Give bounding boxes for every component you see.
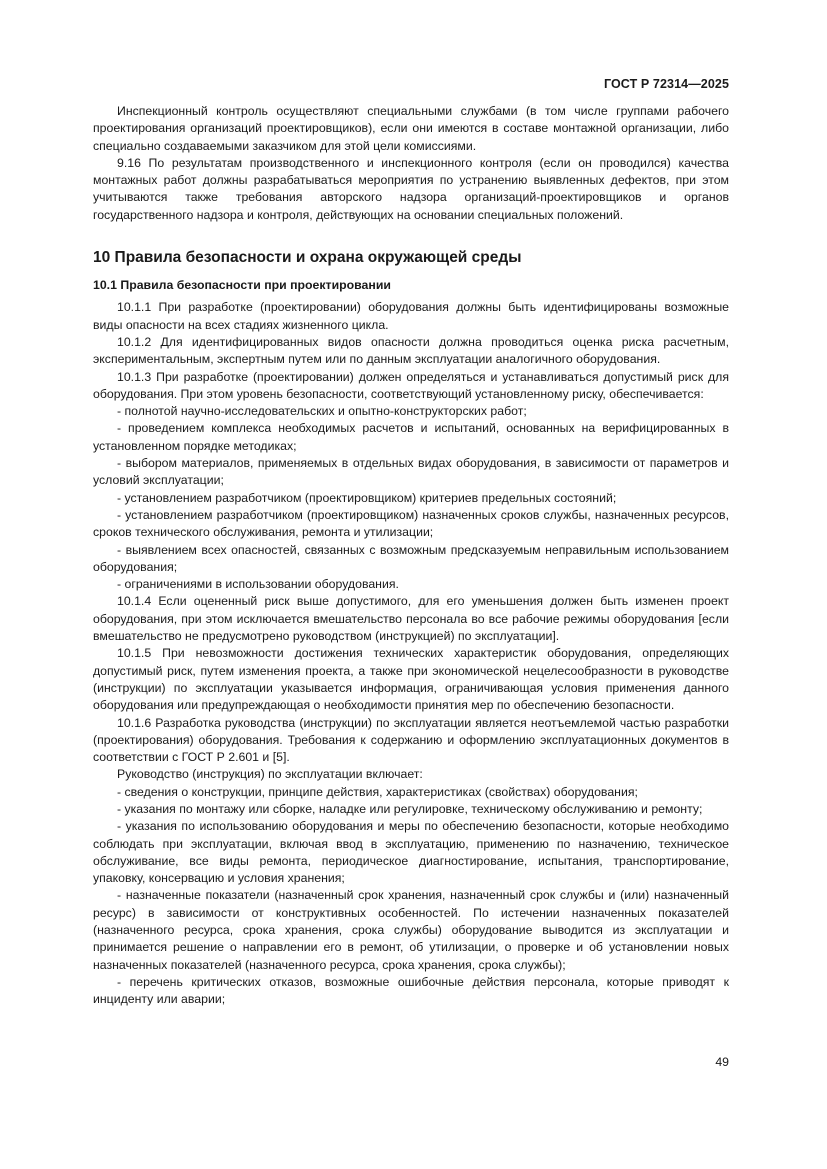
list-item: - перечень критических отказов, возможные ошибочные действия персонала, которые приводят к инциденту или аварии; [93,974,729,1007]
list-item: - полнотой научно-исследовательских и опытно-конструкторских работ; [117,404,527,419]
paragraph-10-1-3: 10.1.3 При разработке (проектировании) должен определяться и устанавливаться допустимый риск для оборудования. При этом уровень безопасности, соответствующий установленному риску, обеспечивается: [93,369,729,401]
paragraph-10-1-1: 10.1.1 При разработке (проектировании) оборудования должны быть идентифицированы возможные виды опасности на всех стадиях жизненного цикла. [93,300,729,332]
page-number: 49 [715,1055,729,1069]
list-item: - выбором материалов, применяемых в отдельных видах оборудования, в зависимости от параметров и условий эксплуатации; [93,456,729,488]
document-id-header: ГОСТ Р 72314—2025 [603,77,729,91]
document-body [93,103,729,1009]
subsection-title: 10.1 Правила безопасности при проектировании [93,278,391,293]
list-item: - установлением разработчиком (проектировщиком) назначенных сроков службы, назначенных ресурсов, сроков технического обслуживания, ремонта и утилизации; [93,507,729,540]
paragraph-10-1-6: 10.1.6 Разработка руководства (инструкции) по эксплуатации является неотъемлемой частью разработки (проектирования) оборудования. Требования к содержанию и оформлению эксплуатационных документов в соответствии с ГОСТ Р 2.601 и [5]. [93,715,729,765]
list-item: - установлением разработчиком (проектировщиком) критериев предельных состояний; [117,490,617,505]
list-item: - сведения о конструкции, принципе действия, характеристиках (свойствах) оборудования; [117,784,638,799]
paragraph-10-1-4: 10.1.4 Если оцененный риск выше допустимого, для его уменьшения должен быть изменен проект оборудования, при этом исключается вмешательство персонала во все рабочие режимы оборудования [если вмешательство не предусмотрено руководством (инструкцией) по эксплуатации]. [93,594,729,644]
paragraph-manual-includes: Руководство (инструкция) по эксплуатации включает: [117,767,423,782]
paragraph-10-1-5: 10.1.5 При невозможности достижения технических характеристик оборудования, определяющих допустимый риск, путем изменения проекта, а также при экономической нецелесообразности в руководстве (инструкции) по эксплуатации указывается информация, ограничивающая условия применения данного оборудования или предупреждающая о необходимости принятия мер по обеспечению безопасности. [93,646,729,713]
list-item: - выявлением всех опасностей, связанных с возможным предсказуемым неправильным использованием оборудования; [93,542,729,574]
list-item: - указания по монтажу или сборке, наладке или регулировке, техническому обслуживанию и ремонту; [117,801,703,816]
paragraph-9-16: 9.16 По результатам производственного и инспекционного контроля (если он проводился) качества монтажных работ должны разрабатываться мероприятия по устранению выявленных дефектов, при этом учитываются также требования авторского надзора организаций-проектировщиков и органов государственного надзора и контроля, действующих на основании специальных положений. [93,155,729,222]
section-title: 10 Правила безопасности и охрана окружающей среды [93,249,522,267]
list-item: - проведением комплекса необходимых расчетов и испытаний, основанных на верифицированных в установленном порядке методиках; [93,421,729,453]
list-item: - ограничениями в использовании оборудования. [117,577,399,592]
list-item: - указания по использованию оборудования и меры по обеспечению безопасности, которые необходимо соблюдать при эксплуатации, включая ввод в эксплуатацию, применению по назначению, техническое обслуживание, все виды ремонта, периодическое диагностирование, испытания, транспортирование, упаковку, консервацию и условия хранения; [93,819,729,886]
list-item: - назначенные показатели (назначенный срок хранения, назначенный срок службы и (или) назначенный ресурс) в зависимости от конструктивных особенностей. По истечении назначенных показателей (назначенного ресурса, срока хранения, срока службы) оборудование выводится из эксплуатации и принимается решение о направлении его в ремонт, об утилизации, о проверке и об установлении новых назначенных показателей (назначенного ресурса, срока хранения, срока службы); [93,888,729,972]
paragraph-inspection-control: Инспекционный контроль осуществляют специальными службами (в том числе группами рабочего проектирования организаций проектировщиков), если они имеются в составе монтажной организации, либо специально создаваемыми заказчиком для этой цели комиссиями. [93,104,729,153]
document-page [93,0,729,1169]
paragraph-10-1-2: 10.1.2 Для идентифицированных видов опасности должна проводиться оценка риска расчетным, экспериментальным, экспертным путем или по данным эксплуатации аналогичного оборудования. [93,334,729,367]
